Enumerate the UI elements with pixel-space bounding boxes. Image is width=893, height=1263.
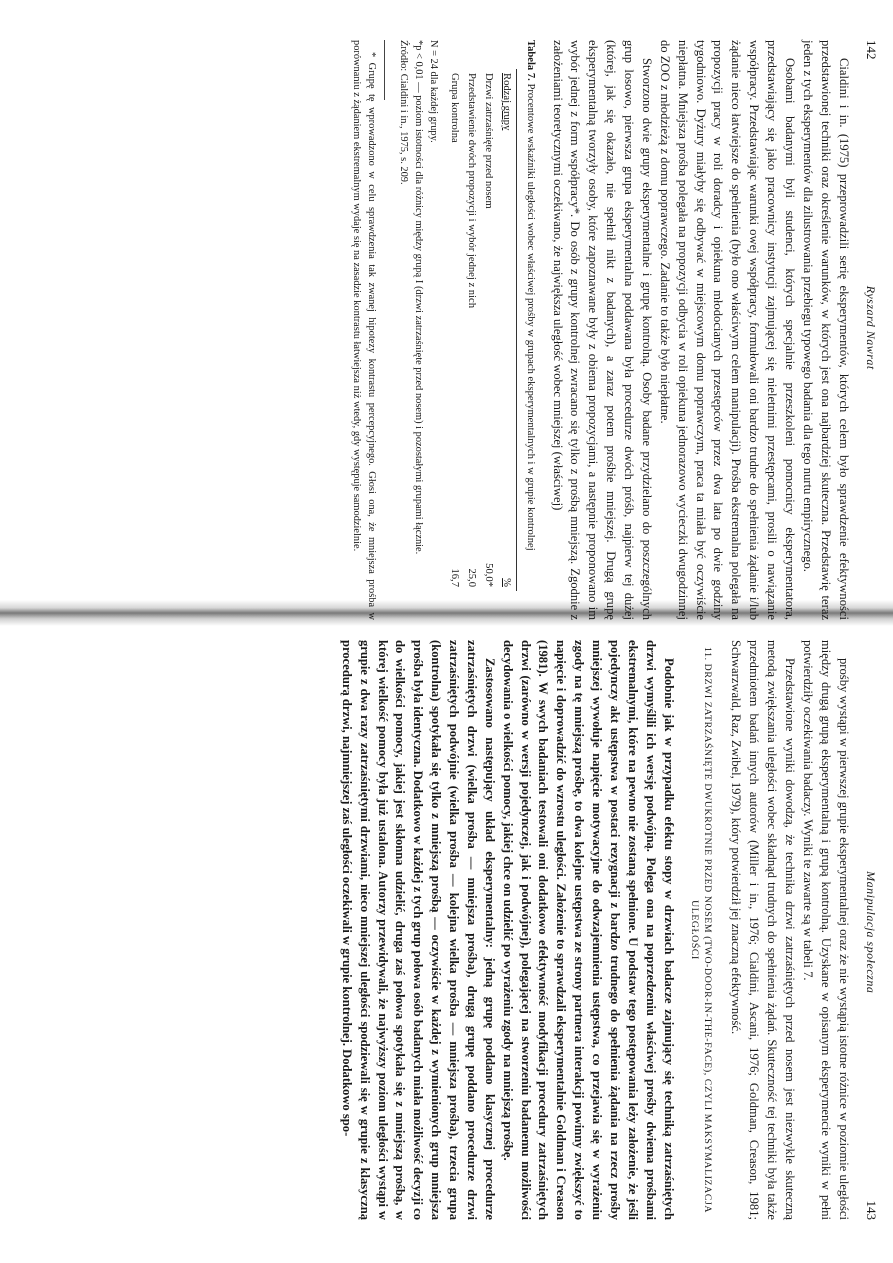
table-cell-group: Przedstawienie dwóch propozycji i wybór jednej z nich [465,73,477,309]
table-label: Tabela 7. [524,40,536,81]
table-row [480,69,497,591]
running-head [862,40,880,620]
table-cell-value: 25,0 [465,568,477,587]
results-table [446,69,517,591]
table-caption [523,40,538,620]
paragraph: Osobami badanymi byli studenci, których specjalnie przeszkoleni pomocnicy eksperymentatora, przedstawiający się jako pracownicy instytucji zajmującej się nieletnimi przestępcami, prosili o nawiązanie współpracy. Przedstawiając warunki owej współpracy, formułowali oni bardzo trudne do spełnienia żądanie i/lub żądanie nieco łatwiejsze do spełnienia (było ono właściwym celem manipulacji). Prośba ekstremalna polegała na propozycji pracy w roli doradcy i opiekuna młodocianych przestępców przez dwa lata po dwie godziny tygodniowo. Dyżury miałyby się odbywać w miejscowym domu poprawczym, praca ta miała być oczywiście niepłatna. Mniejsza prośba polegała na propozycji odbycia w roli opiekuna jednorazowo wycieczki dwugodzinnej do ZOO z młodzieżą z domu poprawczego. Zadanie to także było niepłatne. [657,40,797,620]
table-cell-value: 50,0* [482,563,494,587]
table-row [446,69,463,591]
table-cell-group: Drzwi zatrzaśnięte przed nosem [482,73,494,209]
running-head-title: Ryszard Nawrat [864,285,878,370]
footnote-rule [384,40,385,100]
paragraph: Stworzono dwie grupy eksperymentalne i grupę kontrolną. Osoby badane przydzielano do poszczególnych grup losowo, pierwsza grupa eksperymentalna poddawana była procedurze dwóch próśb, najpierw tej dużej (której, jak się okazało, nie spełnił nikt z badanych), a zaraz potem prośbie mniejszej. Drugą grupę eksperymentalną tworzyły osoby, które zapoznawane były z obiema propozycjami, a następnie proponowano im wybór jednej z form współpracy*. Do osób z grupy kontrolnej zwracano się tylko z prośbą mniejszą. Zgodnie z założeniami teoretycznymi oczekiwano, że największa uległość wobec mniejszej (właściwej) [550,40,654,620]
table-note: N = 24 dla każdej grupy. [427,40,439,143]
table-note: *p < 0,01 — poziom istotności dla różnicy między grupą I (drzwi zatrzaśnięte przed nosem) i pozostałymi grupami łącznie. [412,40,424,555]
table-row [463,69,480,591]
page-142 [80,40,880,620]
page-number: 143 [864,1200,879,1220]
page-number: 142 [864,40,879,60]
paragraph-bold: Zastosowano następujący układ eksperymentalny: jedną grupę poddano klasycznej procedurze zatrzaśniętych drzwi (wielka prośba — mniejsza prośba), drugą grupę poddano procedurze drzwi zatrzaśniętych podwójnie (wielka prośba — kolejna wielka prośba — mniejsza prośba), trzecia grupa (kontrolna) spotykała się tylko z mniejszą prośbą — oczywiście w każdej z wymienionych grup mniejsza prośba była identyczna. Dodatkowo w każdej z tych grup połowa osób badanych miała możliwość decyzji co do wielkości pomocy, jakiej jest skłonna udzielić, druga zaś połowa spotykała się z mniejszą prośbą, w której wielkość pomocy była już ustalona. Autorzy przewidywali, że najwyższy poziom uległości wystąpi w grupie z dwa razy zatrzaśniętymi drzwiami, nieco mniejszej uległości spodziewali się w grupie z klasyczną procedurą drzwi, najmniejszej zaś uległości oczekiwali w grupie kontrolnej. Dodatkowo spo- [339,640,497,1220]
table-header-group: Rodzaj grupy [497,69,517,523]
table-header-percent: % [497,523,517,591]
page-143 [80,640,880,1220]
table-caption-text: Procentowe wskaźniki uległości wobec właściwej prośby w grupach eksperymentalnych i w grupie kontrolnej [524,83,536,551]
running-head-title: Manipulacja społeczna [864,871,878,994]
section-heading: 11. DRZWI ZATRZAŚNIĘTE DWUKROTNIE PRZED NOSEM (TWO-DOOR-IN-THE-FACE), CZYLI MAKSYMALIZACJA ULEGŁOŚCI [688,646,714,1214]
table-source: Źródło: Cialdini i in., 1975, s. 209. [397,40,409,185]
running-head [862,640,880,1220]
paragraph-bold: Podobnie jak w przypadku efektu stopy w drzwiach badacze zajmujący się techniką zatrzaśniętych drzwi wymyślili ich wersję podwójną. Polega ona na poprzedzeniu właściwej prośby dwiema prośbami ekstremalnymi, które na pewno nie zostaną spełnione. U podstaw tego postępowania leży założenie, że jeśli pojedynczy akt ustępstwa w postaci rezygnacji z bardzo trudnego do spełnienia żądania na rzecz prośby mniejszej wywołuje napięcie motywacyjne do odwzajemnienia ustępstwa, co przejawia się w wyrażeniu zgody na tę mniejszą prośbę, to dwa kolejne ustępstwa ze strony partnera interakcji powinny zwiększyć to napięcie i doprowadzić do wzrostu uległości. Założenie to sprawdzali eksperymentalnie Goldman i Creason (1981). W swych badaniach testowali oni dodatkowo efektywność modyfikacji procedury zatrzaśniętych drzwi (zarówno w wersji pojedynczej, jak i podwójnej), polegającej na stworzeniu badanemu możliwości decydowania o wielkości pomocy, jakiej chce on udzielić po wyrażeniu zgody na mniejszą prośbę. [500,640,676,1220]
footnote: * Grupę tę wprowadzono w celu sprawdzenia tak zwanej hipotezy kontrastu percepcyjnego. Głosi ona, że mniejsza prośba w porównaniu z żądaniem ekstremalnym wydaje się na zasadzie kontrastu łatwiejsza niż wtedy, gdy występuje samodzielnie. [351,40,378,620]
table-cell-value: 16,7 [448,568,460,587]
paragraph: Cialdini i in. (1975) przeprowadzili serię eksperymentów, których celem było sprawdzenie efektywności przedstawionej techniki oraz określenie warunków, w których jest ona najbardziej skuteczna. Przedstawię teraz jeden z tych eksperymentów dla zilustrowania przebiegu typowego badania dla tego nurtu empirycznego. [800,40,851,620]
paragraph: prośby wystąpi w pierwszej grupie eksperymentalnej oraz że nie wystąpią istotne różnice w poziomie uległości między drugą grupą eksperymentalną i grupą kontrolną. Uzyskane w opisanym eksperymencie wyniki w pełni potwierdziły oczekiwania badaczy. Wyniki te zawarte są w tabeli 7. [800,640,851,1220]
paragraph: Przedstawione wyniki dowodzą, że technika drzwi zatrzaśniętych przed nosem jest niezwykle skuteczną metodą zwiększania uległości wobec składnąd trudnych do spełnienia żądań. Skuteczność tej techniki była także przedmiotem badań innych autorów (Miller i in., 1976; Cialdini, Ascani, 1976; Goldman, Creason, 1981; Schwarzwald, Raz, Zwibel, 1979), który potwierdził jej znaczną efektywność. [729,640,797,1220]
table-cell-group: Grupa kontrolna [448,73,460,143]
